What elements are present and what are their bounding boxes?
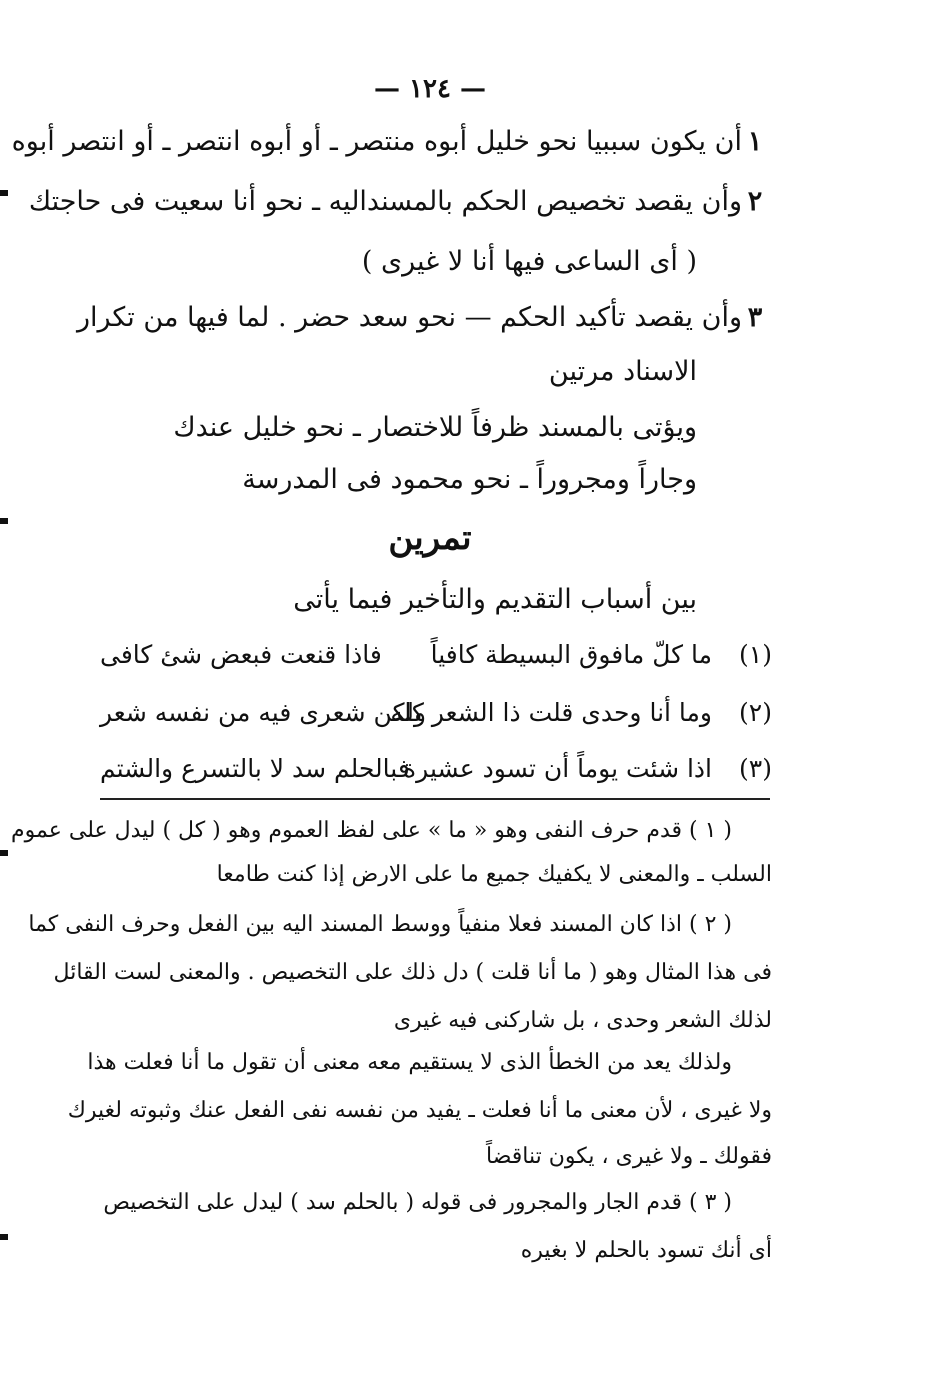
scan-edge-mark bbox=[0, 190, 8, 196]
footnote-line: ( ١ ) قدم حرف النفى وهو « ما » على لفظ العموم وهو ( كل ) ليدل على عموم bbox=[11, 818, 732, 843]
footnote-line: ولا غيرى ، لأن معنى ما أنا فعلت ـ يفيد من نفسه نفى الفعل عنك وثبوته لغيرك bbox=[67, 1098, 772, 1123]
rule-line: ( أى الساعى فيها أنا لا غيرى ) bbox=[361, 246, 697, 277]
rule-line: وأن يقصد تأكيد الحكم — نحو سعد حضر . لما فيها من تكرار bbox=[76, 302, 742, 333]
footnote-line: فى هذا المثال وهو ( ما أنا قلت ) دل ذلك على التخصيص . والمعنى لست القائل bbox=[53, 960, 772, 985]
body-line: وجاراً ومجروراً ـ نحو محمود فى المدرسة bbox=[242, 464, 697, 495]
rule-line: أن يكون سببيا نحو خليل أبوه منتصر ـ أو أبوه انتصر ـ أو انتصر أبوه bbox=[11, 126, 742, 157]
verse-number: (٣) bbox=[739, 754, 772, 783]
verse-second-hemistich: فاذا قنعت فبعض شئ كافى bbox=[100, 640, 382, 669]
page-number: — ١٢٤ — bbox=[373, 74, 487, 104]
scan-edge-mark bbox=[0, 850, 8, 856]
footnote-line: ( ٢ ) اذا كان المسند فعلا منفياً ووسط المسند اليه بين الفعل وحرف النفى كما bbox=[28, 912, 732, 937]
verse-second-hemistich: فبالحلم سد لا بالتسرع والشتم bbox=[100, 754, 410, 783]
scan-edge-mark bbox=[0, 518, 8, 524]
verse-first-hemistich: اذا شئت يوماً أن تسود عشيرة bbox=[403, 754, 712, 783]
rule-line: الاسناد مرتين bbox=[548, 356, 697, 387]
verse-number: (٢) bbox=[739, 698, 772, 727]
footnote-line: ولذلك يعد من الخطأ الذى لا يستقيم معه معنى أن تقول ما أنا فعلت هذا bbox=[87, 1050, 732, 1075]
body-line: ويؤتى بالمسند ظرفاً للاختصار ـ نحو خليل عندك bbox=[173, 412, 697, 443]
rule-number: ٢ bbox=[747, 186, 763, 217]
verse-first-hemistich: ما كلّ مافوق البسيطة كافياً bbox=[430, 640, 712, 669]
exercise-title: تمرين bbox=[388, 518, 472, 558]
footnote-line: أى أنك تسود بالحلم لا بغيره bbox=[520, 1238, 772, 1263]
footnote-divider bbox=[100, 798, 770, 800]
verse-first-hemistich: وما أنا وحدى قلت ذا الشعر كله bbox=[390, 698, 712, 727]
verse-second-hemistich: ولكن شعرى فيه من نفسه شعر bbox=[100, 698, 427, 727]
exercise-instruction: بين أسباب التقديم والتأخير فيما يأتى bbox=[293, 584, 697, 615]
footnote-line: فقولك ـ ولا غيرى ، يكون تناقضاً bbox=[486, 1144, 772, 1169]
rule-line: وأن يقصد تخصيص الحكم بالمسنداليه ـ نحو أنا سعيت فى حاجتك bbox=[28, 186, 742, 217]
verse-number: (١) bbox=[739, 640, 772, 669]
rule-number: ١ bbox=[747, 126, 763, 157]
footnote-line: لذلك الشعر وحدى ، بل شاركنى فيه غيرى bbox=[393, 1008, 772, 1033]
footnote-line: ( ٣ ) قدم الجار والمجرور فى قوله ( بالحلم سد ) ليدل على التخصيص bbox=[103, 1190, 732, 1215]
scan-edge-mark bbox=[0, 1234, 8, 1240]
rule-number: ٣ bbox=[747, 302, 763, 333]
footnote-line: السلب ـ والمعنى لا يكفيك جميع ما على الارض إذا كنت طامعا bbox=[216, 862, 772, 887]
